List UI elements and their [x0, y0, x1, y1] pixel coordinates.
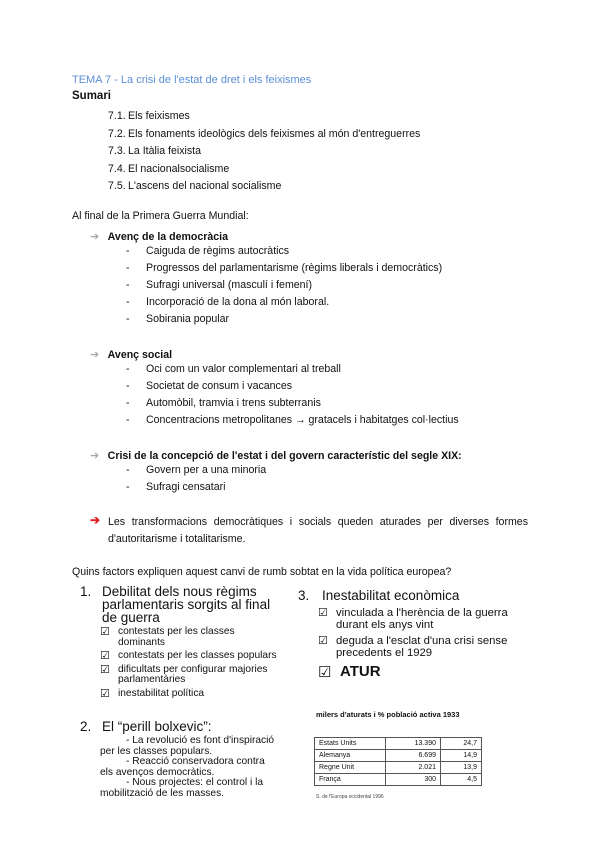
summary-item — [108, 108, 420, 126]
check-item — [100, 689, 280, 700]
factor-number: 1. — [80, 584, 92, 599]
list-item: - Concentracions metropolitanes → gratacels i habitatges col·lectius — [126, 412, 459, 429]
summary-item-label: El nacionalsocialisme — [128, 162, 230, 175]
summary-item-number: 7.3. — [108, 145, 126, 157]
list-item: - Caiguda de règims autocràtics — [126, 243, 442, 260]
summary-item-label: Els fonaments ideològics dels feixismes al món d'entreguerres — [128, 127, 421, 140]
intro-text: Al final de la Primera Guerra Mundial: — [72, 210, 249, 222]
section-heading: Avenç de la democràcia — [107, 231, 228, 243]
table-cell: 14,9 — [441, 750, 482, 762]
arrow-icon: ➔ — [90, 450, 100, 462]
checkbox-checked-icon: ☑ — [100, 663, 110, 676]
table-cell: 6.699 — [386, 750, 441, 762]
summary-item-number: 7.1. — [108, 110, 126, 122]
checkbox-checked-icon: ☑ — [100, 626, 110, 638]
table-cell: Regne Unit — [315, 762, 386, 774]
section-heading: Crisi de la concepció de l'estat i del govern característic del segle XIX: — [107, 450, 462, 462]
factor-1 — [80, 585, 280, 702]
check-item — [100, 627, 280, 648]
list-item: - Progressos del parlamentarisme (règims liberals i democràtics) — [126, 260, 442, 277]
check-item-label: dificultats per configurar majories parlamentàries — [118, 663, 268, 685]
check-item-label: contestats per les classes dominants — [118, 626, 235, 648]
table-cell: França — [315, 774, 386, 786]
atur-item — [318, 663, 528, 681]
list-item: - Automòbil, tramvia i trens subterranis — [126, 395, 459, 412]
summary-list — [108, 108, 420, 196]
democracy-list — [126, 243, 442, 328]
table-cell: 4,5 — [441, 774, 482, 786]
conclusion-text: Les transformacions democràtiques i socials queden aturades per diverses formes d'autoritarisme i totalitarisme. — [108, 516, 528, 545]
summary-item-label: L'ascens del nacional socialisme — [128, 180, 282, 192]
table-cell: 13,9 — [441, 762, 482, 774]
table-cell: 300 — [386, 774, 441, 786]
list-item: - Sobirania popular — [126, 311, 442, 328]
summary-item — [108, 143, 420, 161]
factor-2 — [80, 720, 280, 799]
table-cell: 24,7 — [441, 738, 482, 750]
table-row — [315, 762, 482, 774]
checkbox-checked-icon: ☑ — [100, 650, 110, 662]
checkbox-checked-icon: ☑ — [318, 635, 328, 647]
summary-item — [108, 178, 420, 196]
atur-label: ATUR — [340, 663, 381, 680]
list-item: - Govern per a una minoria — [126, 462, 266, 479]
summary-item-label: Els feixismes — [128, 110, 190, 122]
state-crisis-list — [126, 462, 266, 496]
summary-heading: Sumari — [72, 90, 111, 102]
summary-item-number: 7.5. — [108, 180, 126, 192]
check-item — [318, 607, 528, 631]
factor-heading: Debilitat dels nous règims parlamentaris sorgits al final de guerra — [102, 584, 271, 625]
check-item — [100, 665, 280, 686]
question-text: Quins factors expliquen aquest canvi de rumb sobtat en la vida política europea? — [72, 566, 452, 578]
list-item: - Oci com un valor complementari al treball — [126, 361, 459, 378]
factor-2-line: - Reacció conservadora contra els avenços democràtics. — [100, 756, 265, 778]
factor-number: 3. — [298, 588, 310, 603]
check-item-label: inestabilitat política — [118, 687, 205, 699]
checkbox-checked-icon: ☑ — [318, 607, 328, 619]
summary-item — [108, 161, 420, 179]
factor-3-list — [318, 607, 528, 659]
checkbox-checked-icon: ☑ — [318, 664, 332, 681]
table-row — [315, 738, 482, 750]
list-item: - Societat de consum i vacances — [126, 378, 459, 395]
list-item: - Incorporació de la dona al món laboral. — [126, 294, 442, 311]
unemployment-table — [314, 737, 482, 786]
check-item-label: contestats per les classes populars — [118, 650, 277, 661]
check-item-label: vinculada a l'herència de la guerra durant els anys vint — [336, 607, 508, 631]
table-cell: 13.390 — [386, 738, 441, 750]
check-item — [318, 635, 528, 659]
list-item: - Sufragi universal (masculí i femení) — [126, 277, 442, 294]
checkbox-checked-icon: ☑ — [100, 687, 110, 700]
social-list — [126, 361, 459, 429]
factor-heading: Inestabilitat econòmica — [322, 588, 460, 603]
table-row — [315, 774, 482, 786]
red-arrow-icon: ➔ — [90, 513, 101, 527]
summary-item-number: 7.4. — [108, 162, 126, 175]
factor-2-lines — [100, 736, 280, 799]
factor-2-line: - La revolució es font d'inspiració per les classes populars. — [100, 735, 275, 757]
document-title: TEMA 7 - La crisi de l'estat de dret i els feixismes — [72, 74, 312, 86]
table-row — [315, 750, 482, 762]
summary-item — [108, 126, 420, 144]
factor-3 — [298, 589, 528, 681]
arrow-icon: ➔ — [90, 349, 100, 361]
table-source: S. de l'Europa occidental 1996 — [316, 794, 384, 800]
check-item-label: deguda a l'esclat d'una crisi sense precedents el 1929 — [336, 635, 508, 659]
table-caption: milers d'aturats i % població activa 1933 — [316, 710, 460, 719]
factor-heading: El “perill bolxevic”: — [102, 719, 212, 734]
summary-item-number: 7.2. — [108, 127, 126, 140]
factor-1-list — [100, 627, 280, 699]
factor-number: 2. — [80, 719, 92, 734]
table-cell: 2.021 — [386, 762, 441, 774]
factor-2-line: - Nous projectes: el control i la mobilització de les masses. — [100, 777, 264, 799]
check-item — [100, 651, 280, 662]
section-heading: Avenç social — [107, 349, 173, 361]
table-cell: Estats Units — [315, 738, 386, 750]
summary-item-label: La Itàlia feixista — [128, 145, 202, 157]
arrow-icon: ➔ — [90, 231, 100, 243]
list-item: - Sufragi censatari — [126, 479, 266, 496]
table-cell: Alemanya — [315, 750, 386, 762]
